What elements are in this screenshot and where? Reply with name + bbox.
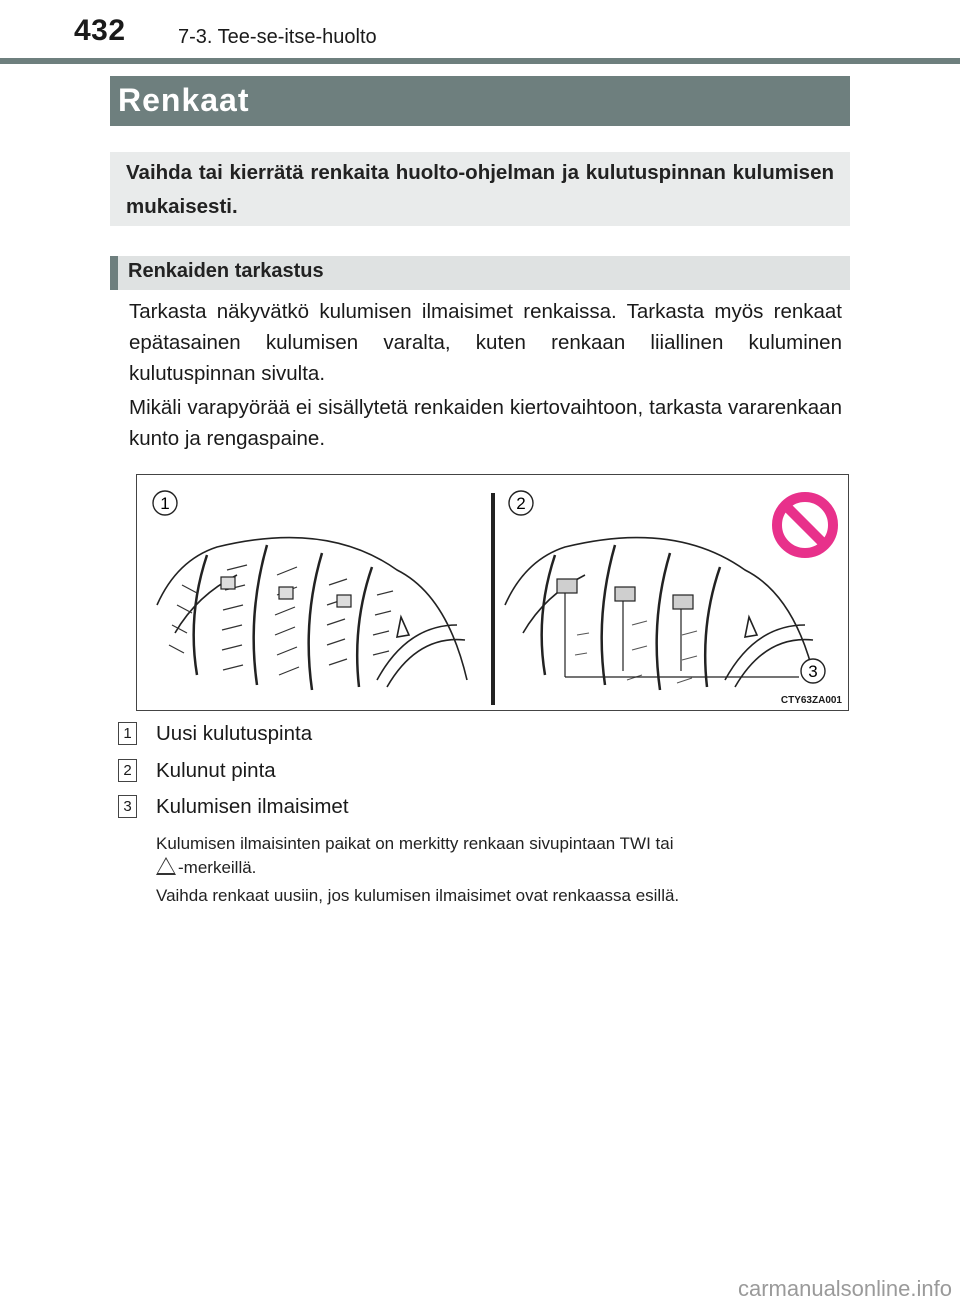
svg-text:3: 3: [808, 662, 818, 681]
sub-heading: [110, 256, 850, 290]
page-title: Renkaat: [118, 82, 250, 118]
tire-figure: [136, 474, 849, 711]
callout-3: [801, 659, 825, 683]
worn-tread-pattern: [575, 621, 697, 683]
note-twi-text-start: Kulumisen ilmaisinten paikat on merkitty renkaan sivupintaan TWI tai: [156, 834, 674, 853]
worn-tread-indicators: [557, 579, 693, 609]
title-bar: [110, 76, 850, 126]
paragraph-1: Tarkasta näkyvätkö kulumisen ilmaisimet renkaissa. Tarkasta myös renkaat epätasainen kulumisen varalta, kuten renkaan liiallinen kuluminen kulutuspinnan sivulta.: [129, 300, 842, 385]
svg-text:1: 1: [160, 494, 170, 513]
triangle-mark-icon: [156, 857, 176, 875]
legend-label-1: Uusi kulutuspinta: [156, 722, 313, 745]
watermark: carmanualsonline.info: [737, 1276, 952, 1301]
header-rule: [0, 58, 960, 64]
tire-illustration: [137, 475, 850, 712]
note-twi: [156, 832, 842, 880]
intro-box: [110, 152, 850, 226]
legend-number-1: 1: [118, 722, 137, 745]
figure-code: CTY63ZA001: [780, 695, 842, 706]
intro-text: Vaihda tai kierrätä renkaita huolto-ohjelman ja kulutuspinnan kulumisen mukaisesti.: [126, 161, 834, 218]
sub-heading-text: Renkaiden tarkastus: [128, 260, 324, 282]
callout-1: [153, 491, 177, 515]
prohibited-icon: [777, 497, 833, 553]
page-number: 432: [74, 14, 126, 47]
new-tread-tire: [157, 538, 467, 690]
callout-2: [509, 491, 533, 515]
twi-triangle-mark-right: [745, 617, 757, 637]
legend-label-2: Kulunut pinta: [156, 759, 276, 782]
note-twi-text-end: -merkeillä.: [178, 858, 257, 877]
legend-number-3: 3: [118, 795, 137, 818]
worn-tread-tire: [505, 538, 818, 690]
section-path: 7-3. Tee-se-itse-huolto: [178, 26, 377, 48]
new-tread-indicators: [221, 577, 351, 607]
legend-number-2: 2: [118, 759, 137, 782]
sub-heading-accent: [110, 256, 118, 290]
twi-triangle-mark-left: [397, 617, 409, 637]
paragraph-2: Mikäli varapyörää ei sisällytetä renkaiden kiertovaihtoon, tarkasta vararenkaan kunto ja rengaspaine.: [129, 396, 842, 450]
legend-label-3: Kulumisen ilmaisimet: [156, 795, 349, 818]
svg-text:2: 2: [516, 494, 526, 513]
note-replace: Vaihda renkaat uusiin, jos kulumisen ilmaisimet ovat renkaassa esillä.: [156, 886, 680, 905]
